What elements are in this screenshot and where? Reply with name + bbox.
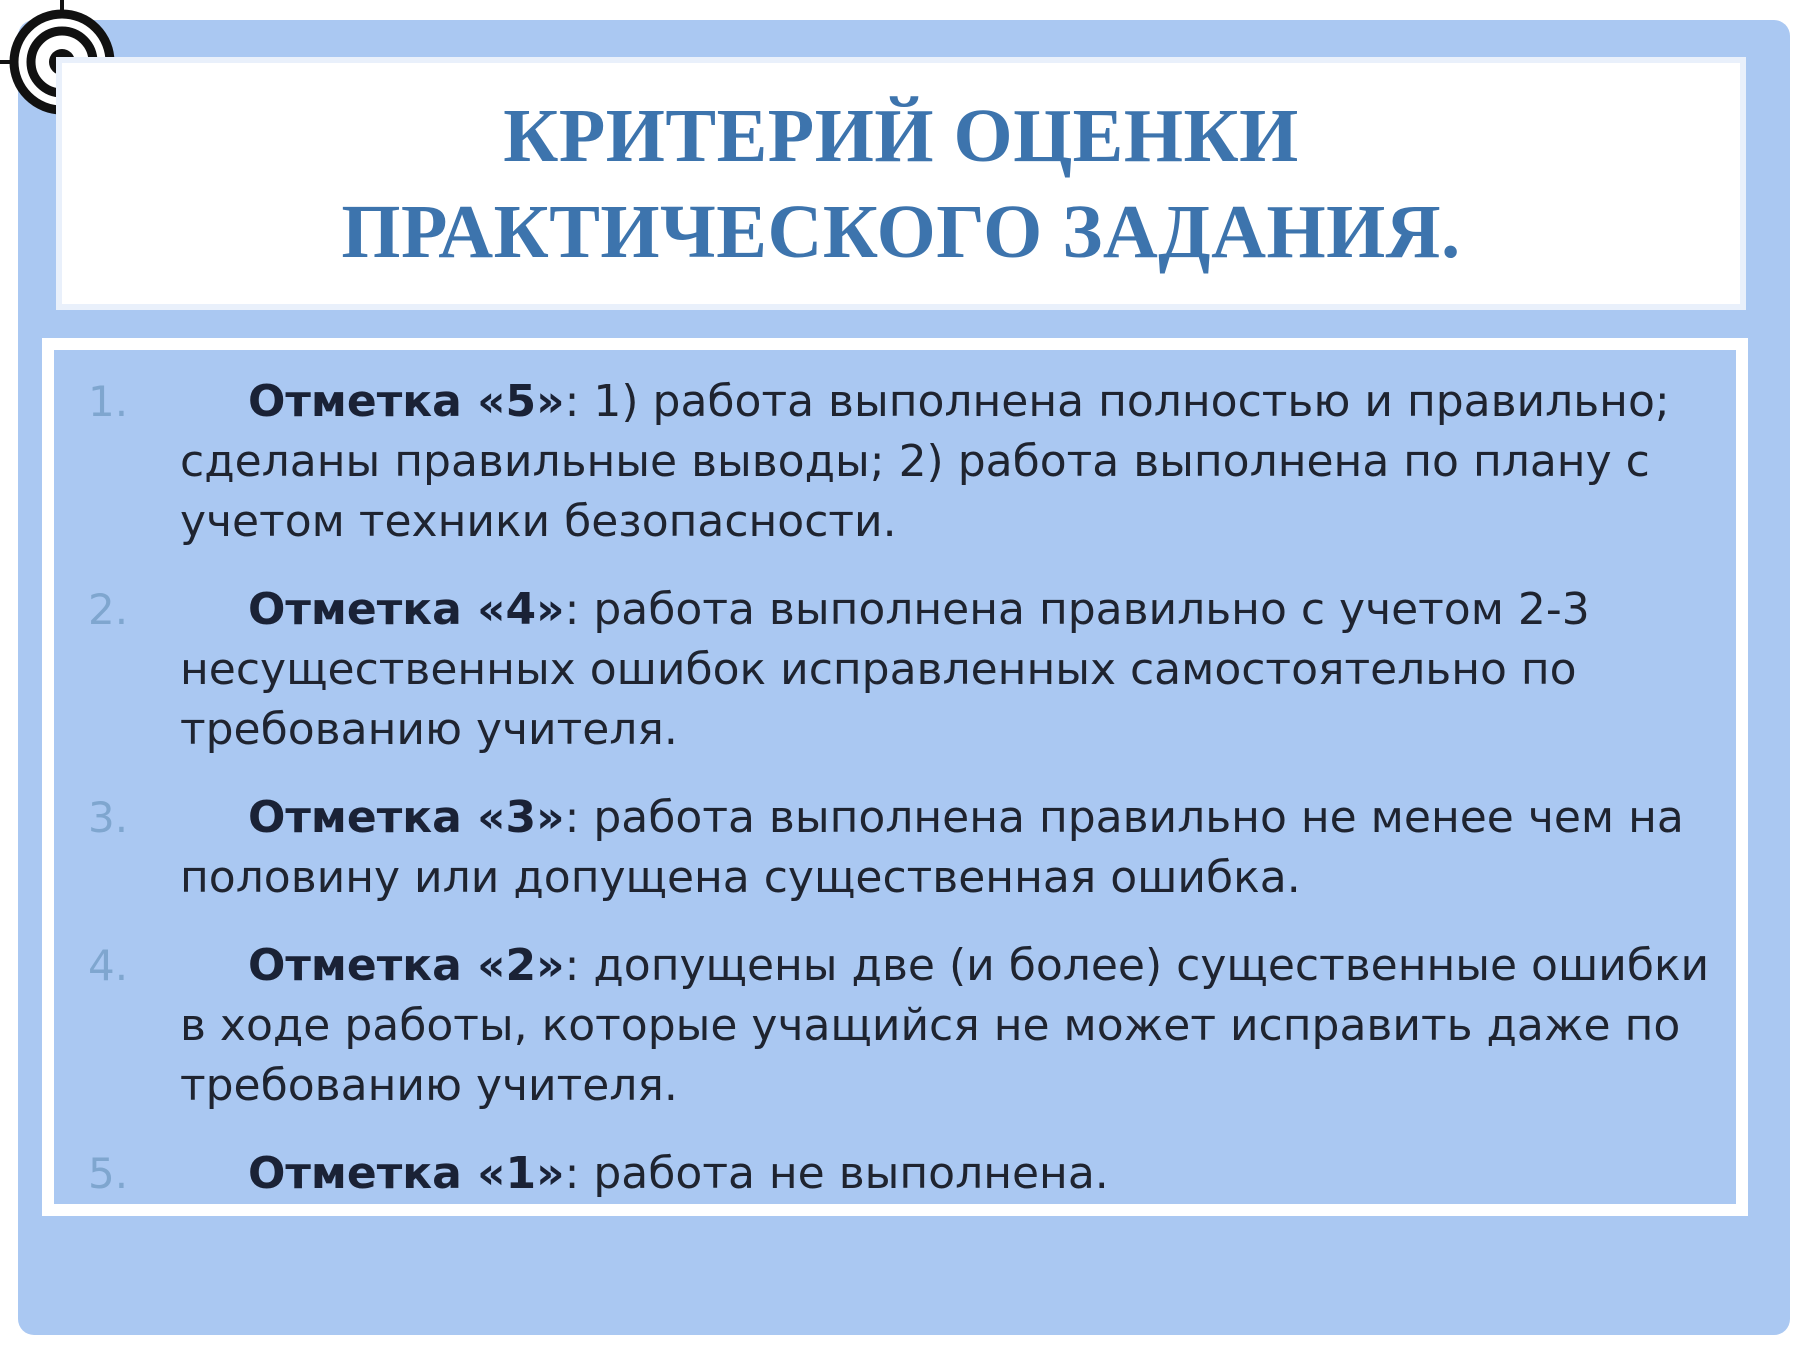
criteria-item-5 <box>54 1144 1736 1204</box>
item-number: 4. <box>88 941 129 990</box>
criteria-list <box>54 372 1736 1204</box>
page-title-line-1: КРИТЕРИЙ ОЦЕНКИ <box>503 93 1299 178</box>
item-number: 1. <box>88 377 129 426</box>
item-label: Отметка «1» <box>248 1148 565 1199</box>
item-description: : допущены две (и более) существенные ошибки в ходе работы, которые учащийся не может исправить даже по требованию учителя. <box>180 940 1710 1111</box>
content-panel <box>42 338 1748 1216</box>
item-label: Отметка «5» <box>248 376 565 427</box>
item-text-block <box>180 936 1718 1116</box>
item-number: 2. <box>88 585 129 634</box>
item-label: Отметка «3» <box>248 792 565 843</box>
title-box <box>56 57 1746 310</box>
item-label: Отметка «4» <box>248 584 565 635</box>
item-description: : 1) работа выполнена полностью и правильно; сделаны правильные выводы; 2) работа выполнена по плану с учетом техники безопасности. <box>180 376 1670 547</box>
content-panel-inner <box>54 350 1736 1204</box>
page-title-line-2: ПРАКТИЧЕСКОГО ЗАДАНИЯ. <box>341 189 1461 274</box>
item-text-block <box>180 372 1718 552</box>
criteria-item-1 <box>54 372 1736 552</box>
item-description: : работа выполнена правильно не менее чем на половину или допущена существенная ошибка. <box>180 792 1684 903</box>
item-text-block <box>180 580 1718 760</box>
item-description: : работа не выполнена. <box>564 1148 1109 1199</box>
item-text-block <box>180 788 1718 908</box>
criteria-item-4 <box>54 936 1736 1116</box>
criteria-item-2 <box>54 580 1736 760</box>
item-number: 5. <box>88 1149 129 1198</box>
criteria-item-3 <box>54 788 1736 908</box>
item-number: 3. <box>88 793 129 842</box>
item-label: Отметка «2» <box>248 940 565 991</box>
item-description: : работа выполнена правильно с учетом 2-3 несущественных ошибок исправленных самостоятельно по требованию учителя. <box>180 584 1590 755</box>
item-text-block <box>180 1144 1718 1204</box>
